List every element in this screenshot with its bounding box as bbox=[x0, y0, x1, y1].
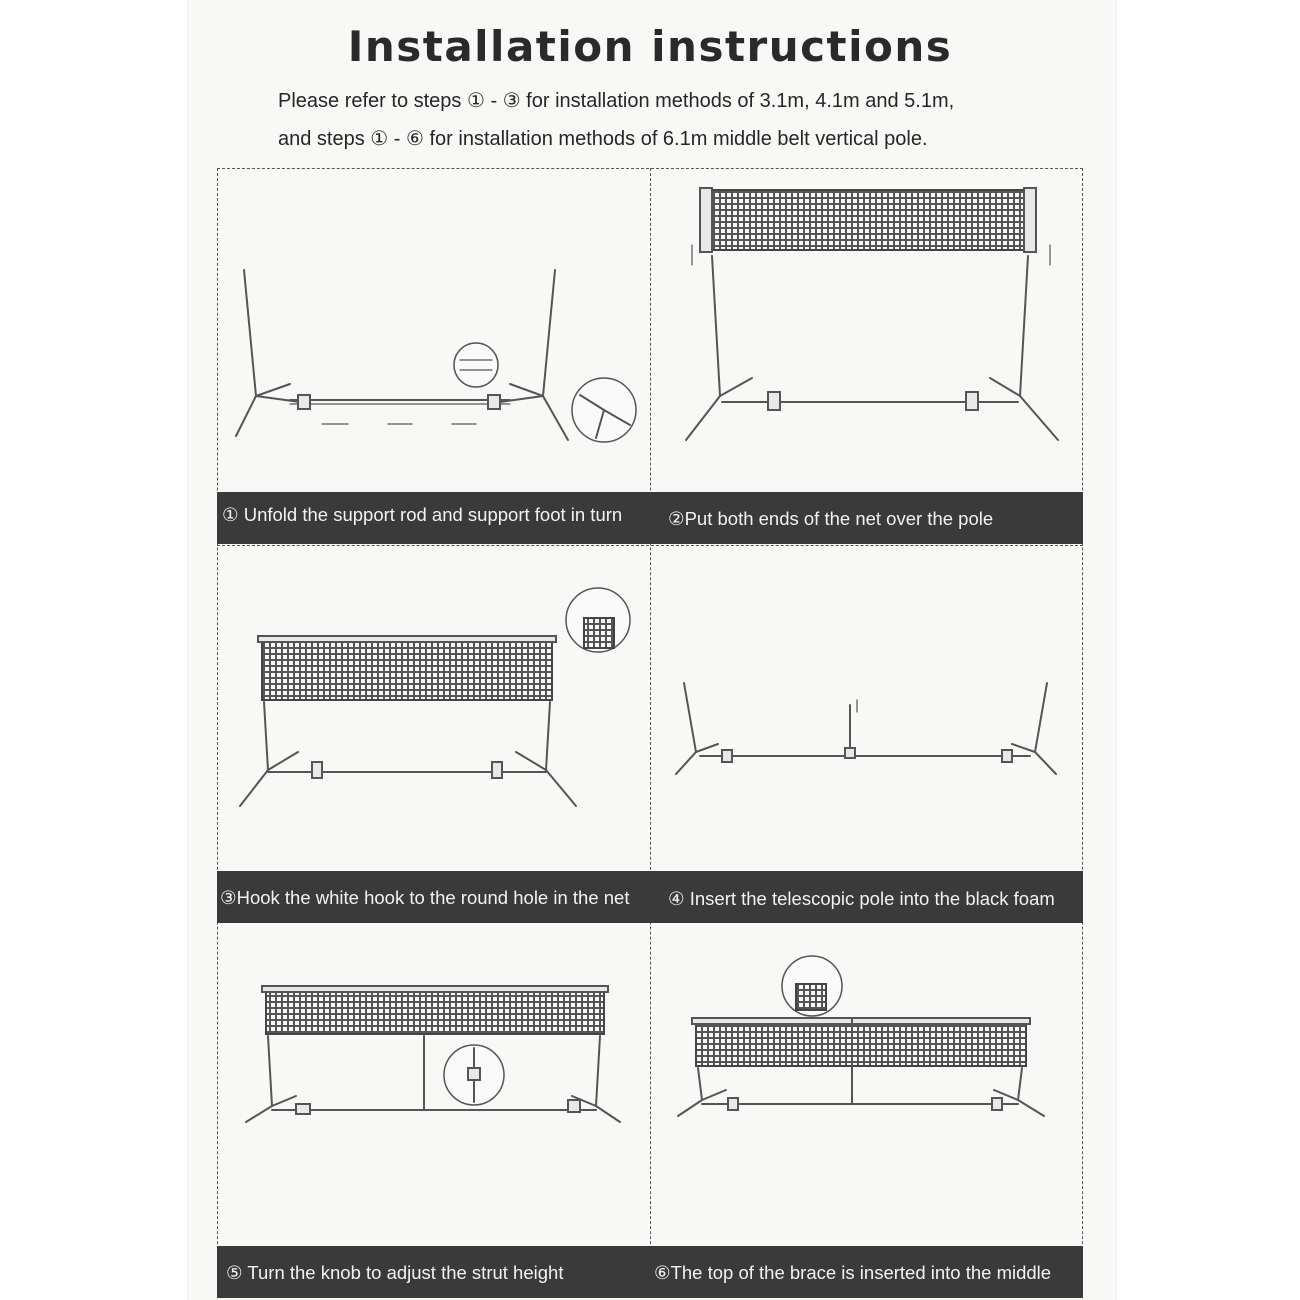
step-3-caption: ③Hook the white hook to the round hole in the net bbox=[220, 887, 630, 908]
step-6-illustration bbox=[678, 956, 1044, 1116]
step-4-illustration bbox=[676, 683, 1056, 774]
step-2-caption: ②Put both ends of the net over the pole bbox=[668, 508, 994, 529]
page-title: Installation instructions bbox=[347, 22, 953, 71]
step-2-illustration bbox=[686, 188, 1058, 440]
subtitle-line-2: and steps ① - ⑥ for installation methods of 6.1m middle belt vertical pole. bbox=[278, 128, 928, 150]
step-3-illustration bbox=[240, 588, 630, 806]
subtitle-line-1: Please refer to steps ① - ③ for installation methods of 3.1m, 4.1m and 5.1m, bbox=[278, 90, 955, 112]
step-5-caption: ⑤ Turn the knob to adjust the strut height bbox=[226, 1262, 564, 1283]
step-1-caption: ① Unfold the support rod and support foot in turn bbox=[222, 504, 623, 525]
step-4-caption: ④ Insert the telescopic pole into the black foam bbox=[668, 888, 1055, 909]
step-6-caption: ⑥The top of the brace is inserted into the middle bbox=[654, 1262, 1052, 1283]
step-1-illustration bbox=[236, 270, 636, 442]
step-5-illustration bbox=[246, 986, 620, 1122]
